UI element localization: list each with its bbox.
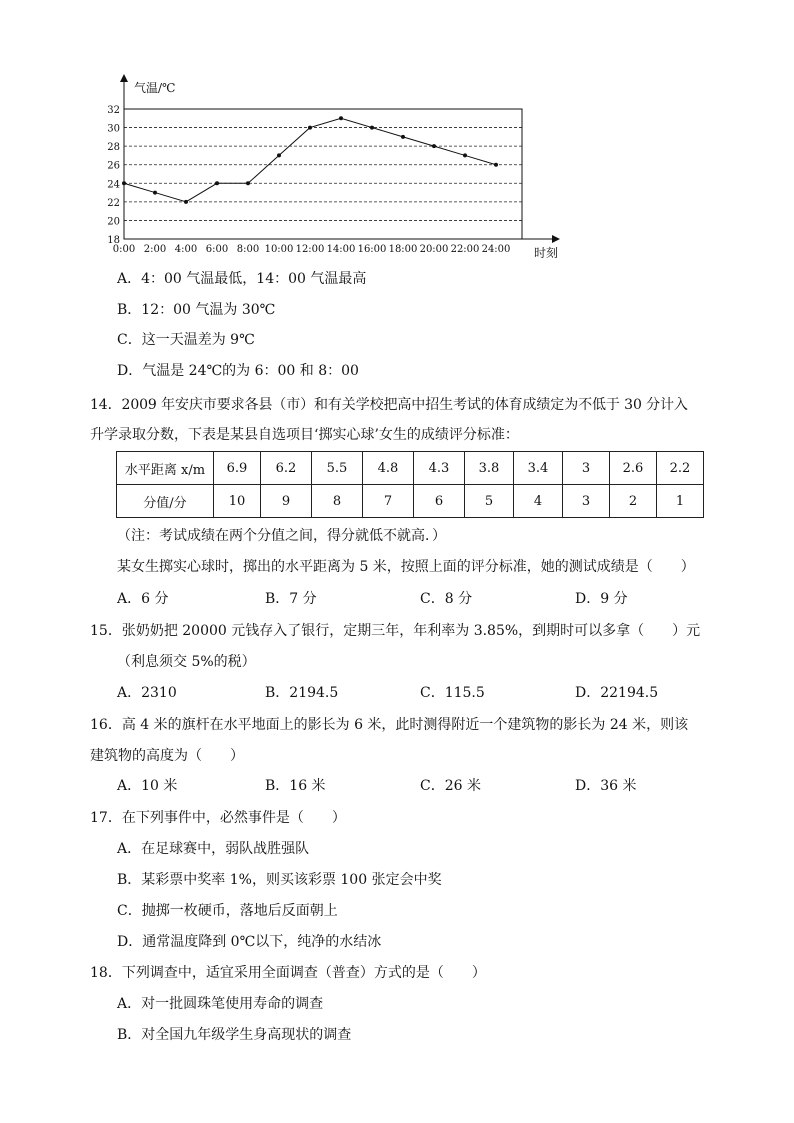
data-point (463, 153, 467, 157)
option-c: C．8 分 (420, 591, 473, 607)
table-header-cell: 水平距离 x/m (117, 452, 214, 485)
q17-option-a: A．在足球赛中，弱队战胜强队 (117, 841, 310, 857)
q13-option-d: D．气温是 24℃的为 6：00 和 8：00 (117, 363, 359, 379)
q14-stem-line2: 升学录取分数，下表是某县自选项目‘掷实心球’女生的成绩评分标准： (90, 427, 519, 443)
x-tick-labels (113, 244, 511, 255)
x-tick-label: 2:00 (143, 244, 167, 255)
option-d: D．36 米 (575, 778, 637, 794)
x-tick-label: 12:00 (295, 244, 325, 255)
data-point (401, 135, 405, 139)
table-cell: 8 (312, 485, 363, 518)
table-cell: 1 (657, 485, 704, 518)
x-tick-label: 0:00 (112, 244, 136, 255)
q14-stem-line1: 14．2009 年安庆市要求各县（市）和有关学校把高中招生考试的体育成绩定为不低于 30 分计入 (90, 397, 688, 413)
x-tick-label: 14:00 (326, 244, 356, 255)
plot-frame (124, 109, 522, 239)
data-point (122, 181, 126, 185)
option-a: A．10 米 (117, 778, 178, 794)
table-cell: 3 (563, 452, 610, 485)
q16-stem-line1: 16．高 4 米的旗杆在水平地面上的影长为 6 米，此时测得附近一个建筑物的影长为 24 米，则该 (90, 717, 689, 733)
x-tick-label: 10:00 (264, 244, 294, 255)
q13-option-a: A．4：00 气温最低，14：00 气温最高 (117, 271, 367, 287)
data-point (184, 200, 188, 204)
q18-option-b: B．对全国九年级学生身高现状的调查 (117, 1027, 352, 1043)
table-row (117, 485, 704, 518)
option-b: B．16 米 (265, 778, 326, 794)
table-cell: 4 (514, 485, 563, 518)
table-cell: 5 (465, 485, 514, 518)
data-point (339, 116, 343, 120)
table-cell: 9 (261, 485, 312, 518)
y-tick-label: 30 (107, 123, 120, 135)
q15-stem-line1: 15．张奶奶把 20000 元钱存入了银行，定期三年，年利率为 3.85%，到期时可以多拿（ ）元 (90, 623, 701, 639)
x-tick-label: 16:00 (357, 244, 387, 255)
y-tick-label: 22 (107, 197, 120, 209)
table-cell: 2.6 (610, 452, 657, 485)
option-a: A．6 分 (117, 591, 169, 607)
x-tick-label: 4:00 (174, 244, 198, 255)
q14-question: 某女生掷实心球时，掷出的水平距离为 5 米，按照上面的评分标准，她的测试成绩是（ ） (117, 559, 695, 575)
table-cell: 10 (214, 485, 261, 518)
q17-option-b: B．某彩票中奖率 1%，则买该彩票 100 张定会中奖 (117, 872, 442, 888)
q15-stem-line2: （利息须交 5%的税） (117, 654, 256, 670)
x-tick-label: 8:00 (236, 244, 260, 255)
table-cell: 6.9 (214, 452, 261, 485)
option-a: A．2310 (117, 685, 177, 701)
table-header-cell: 分值/分 (117, 485, 214, 518)
y-tick-label: 24 (107, 179, 120, 191)
y-tick-label: 28 (107, 142, 120, 154)
data-point (432, 144, 436, 148)
x-axis-label: 时刻 (534, 246, 559, 260)
table-row (117, 452, 704, 485)
q17-option-c: C．抛掷一枚硬币，落地后反面朝上 (117, 903, 338, 919)
q13-option-b: B．12：00 气温为 30℃ (117, 302, 276, 318)
x-tick-label: 18:00 (388, 244, 418, 255)
data-point (246, 181, 250, 185)
data-point (277, 153, 281, 157)
table-cell: 3.8 (465, 452, 514, 485)
table-cell: 2 (610, 485, 657, 518)
table-cell: 3 (563, 485, 610, 518)
x-tick-label: 22:00 (450, 244, 480, 255)
q17-option-d: D．通常温度降到 0℃以下，纯净的水结冰 (117, 934, 382, 950)
y-tick-label: 18 (107, 235, 120, 246)
option-c: C．115.5 (420, 685, 485, 701)
y-axis-label: 气温/℃ (134, 81, 176, 95)
table-cell: 6.2 (261, 452, 312, 485)
q18-option-a: A．对一批圆珠笔使用寿命的调查 (117, 996, 324, 1012)
q16-stem-line2: 建筑物的高度为（ ） (90, 748, 244, 764)
data-point (494, 163, 498, 167)
y-tick-label: 26 (107, 160, 120, 172)
data-point (370, 126, 374, 130)
y-tick-labels (107, 105, 120, 246)
table-cell: 6 (414, 485, 465, 518)
table-cell: 7 (363, 485, 414, 518)
option-b: B．2194.5 (265, 685, 339, 701)
table-cell: 3.4 (514, 452, 563, 485)
temperature-chart (104, 72, 574, 262)
option-c: C．26 米 (420, 778, 481, 794)
q17-stem: 17．在下列事件中，必然事件是（ ） (90, 810, 346, 826)
option-b: B．7 分 (265, 591, 317, 607)
option-d: D．22194.5 (575, 685, 659, 701)
temperature-line (124, 118, 496, 202)
table-cell: 4.8 (363, 452, 414, 485)
table-cell: 5.5 (312, 452, 363, 485)
data-points (122, 116, 498, 204)
q18-stem: 18．下列调查中，适宜采用全面调查（普查）方式的是（ ） (90, 965, 486, 981)
table-cell: 2.2 (657, 452, 704, 485)
q14-note: （注：考试成绩在两个分值之间，得分就低不就高．） (117, 528, 446, 544)
data-point (215, 181, 219, 185)
x-tick-label: 20:00 (419, 244, 449, 255)
y-tick-label: 20 (107, 216, 120, 228)
y-tick-label: 32 (107, 105, 120, 116)
chart-gridlines (124, 128, 522, 221)
q13-option-c: C．这一天温差为 9℃ (117, 332, 255, 348)
score-table (116, 451, 704, 518)
data-point (308, 126, 312, 130)
x-tick-label: 6:00 (205, 244, 229, 255)
data-point (153, 191, 157, 195)
option-d: D．9 分 (575, 591, 628, 607)
x-tick-label: 24:00 (481, 244, 511, 255)
table-cell: 4.3 (414, 452, 465, 485)
